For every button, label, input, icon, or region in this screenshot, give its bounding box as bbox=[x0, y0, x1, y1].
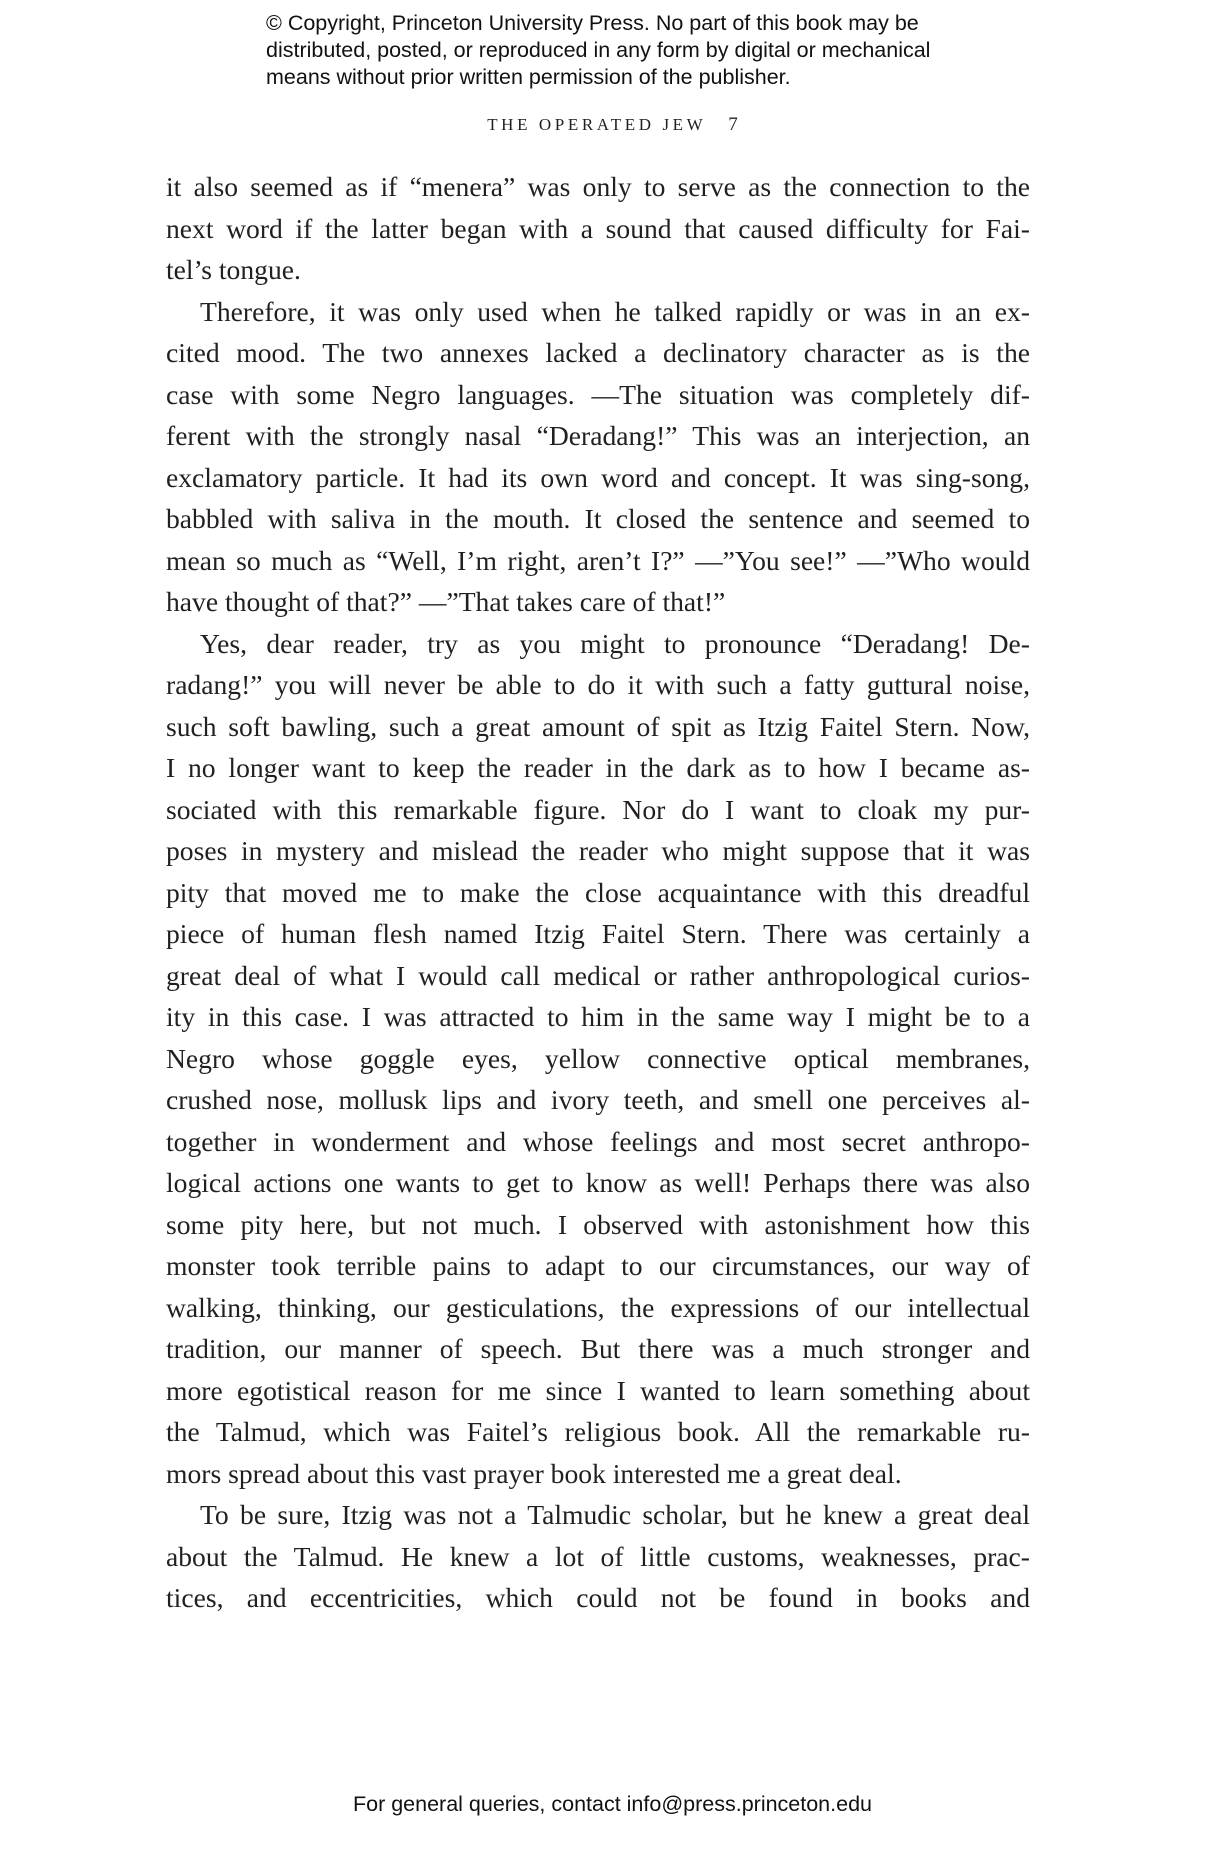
text-line: Yes, dear reader, try as you might to pronounce “Deradang! De- bbox=[200, 627, 1030, 659]
text-line: ity in this case. I was attracted to him in the same way I might be to a bbox=[166, 1001, 1030, 1032]
text-line: poses in mystery and mislead the reader who might suppose that it was bbox=[166, 835, 1030, 866]
text-line: more egotistical reason for me since I wanted to learn something about bbox=[166, 1374, 1030, 1406]
text-line: next word if the latter began with a sound that caused difficulty for Fai- bbox=[166, 212, 1030, 244]
text-line: such soft bawling, such a great amount of spit as Itzig Faitel Stern. Now, bbox=[166, 710, 1030, 742]
footer-contact: For general queries, contact info@press.princeton.edu bbox=[352, 1792, 872, 1816]
text-line: radang!” you will never be able to do it with such a fatty guttural noise, bbox=[166, 669, 1030, 700]
text-line: case with some Negro languages. —The situation was completely dif- bbox=[166, 378, 1030, 410]
text-line: logical actions one wants to get to know as well! Perhaps there was also bbox=[166, 1167, 1030, 1198]
copyright-line: means without prior written permission of the publisher. bbox=[266, 65, 791, 89]
text-line: pity that moved me to make the close acquaintance with this dreadful bbox=[166, 876, 1030, 908]
text-line: I no longer want to keep the reader in the dark as to how I became as- bbox=[166, 752, 1030, 783]
text-line: it also seemed as if “menera” was only to serve as the connection to the bbox=[166, 171, 1030, 202]
text-line: tel’s tongue. bbox=[166, 254, 301, 285]
text-line: have thought of that?” —”That takes care of that!” bbox=[166, 586, 726, 617]
text-line: babbled with saliva in the mouth. It closed the sentence and seemed to bbox=[166, 503, 1030, 534]
text-line: about the Talmud. He knew a lot of little customs, weaknesses, prac- bbox=[166, 1540, 1030, 1572]
copyright-line: distributed, posted, or reproduced in any form by digital or mechanical bbox=[266, 38, 931, 62]
text-line: crushed nose, mollusk lips and ivory teeth, and smell one perceives al- bbox=[166, 1084, 1030, 1115]
text-line: monster took terrible pains to adapt to our circumstances, our way of bbox=[166, 1250, 1030, 1281]
text-line: cited mood. The two annexes lacked a declinatory character as is the bbox=[166, 337, 1030, 368]
text-line: mean so much as “Well, I’m right, aren’t I?” —”You see!” —”Who would bbox=[166, 544, 1030, 576]
text-line: To be sure, Itzig was not a Talmudic scholar, but he knew a great deal bbox=[200, 1499, 1030, 1530]
text-line: ferent with the strongly nasal “Deradang!” This was an interjection, an bbox=[166, 420, 1030, 451]
text-line: great deal of what I would call medical or rather anthropological curios- bbox=[166, 959, 1030, 991]
text-line: piece of human flesh named Itzig Faitel Stern. There was certainly a bbox=[166, 918, 1030, 949]
text-line: mors spread about this vast prayer book interested me a great deal. bbox=[166, 1457, 902, 1489]
page-number: 7 bbox=[728, 114, 738, 135]
copyright-line: © Copyright, Princeton University Press. No part of this book may be bbox=[266, 11, 919, 35]
text-line: Therefore, it was only used when he talked rapidly or was in an ex- bbox=[200, 295, 1030, 327]
text-line: walking, thinking, our gesticulations, the expressions of our intellectual bbox=[166, 1291, 1030, 1323]
text-line: tradition, our manner of speech. But there was a much stronger and bbox=[166, 1333, 1030, 1364]
text-line: tices, and eccentricities, which could not be found in books and bbox=[166, 1582, 1030, 1613]
body-text bbox=[166, 166, 1030, 1619]
text-line: the Talmud, which was Faitel’s religious book. All the remarkable ru- bbox=[166, 1416, 1030, 1447]
running-head bbox=[0, 114, 1225, 136]
copyright-notice bbox=[266, 10, 1026, 91]
text-line: together in wonderment and whose feelings and most secret anthropo- bbox=[166, 1125, 1030, 1157]
text-line: sociated with this remarkable figure. Nor do I want to cloak my pur- bbox=[166, 793, 1030, 825]
text-line: Negro whose goggle eyes, yellow connective optical membranes, bbox=[166, 1042, 1030, 1074]
text-line: some pity here, but not much. I observed with astonishment how this bbox=[166, 1208, 1030, 1240]
text-line: exclamatory particle. It had its own word and concept. It was sing-song, bbox=[166, 461, 1030, 493]
running-head-title: THE OPERATED JEW bbox=[487, 115, 707, 134]
